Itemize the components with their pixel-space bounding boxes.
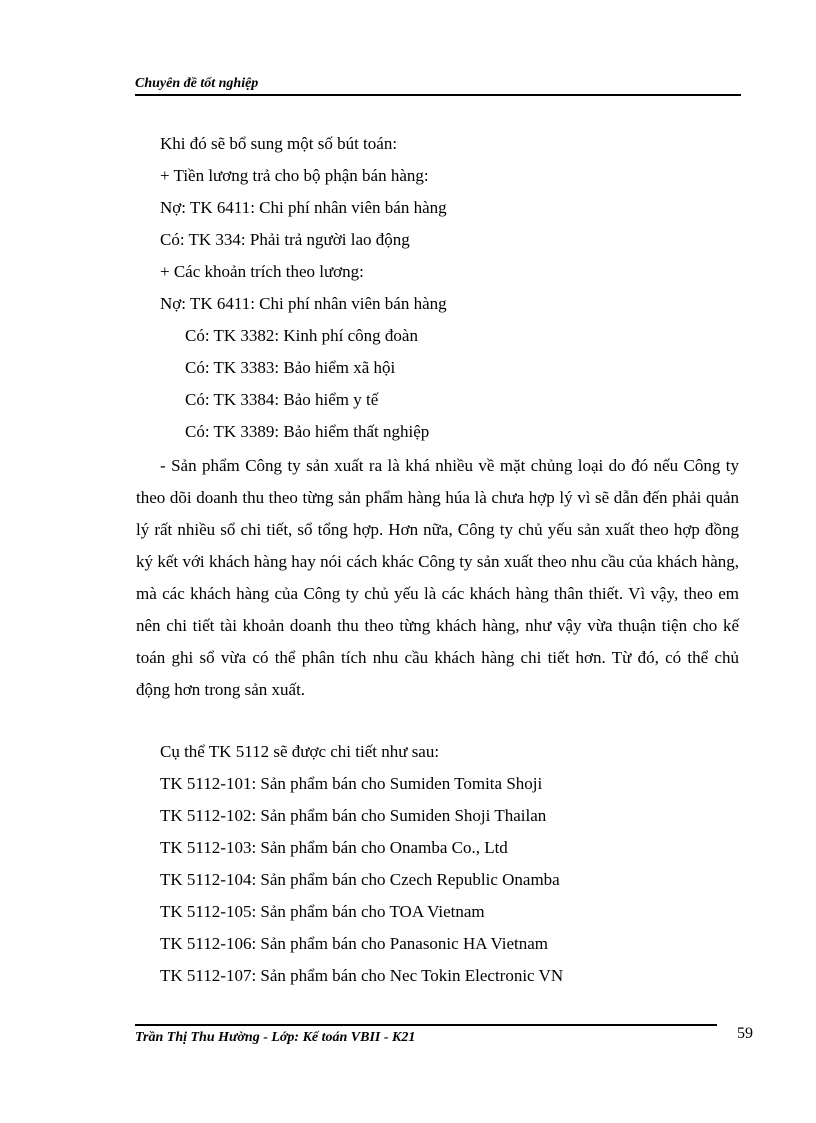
- account-line: TK 5112-104: Sản phẩm bán cho Czech Republic Onamba: [160, 870, 560, 889]
- text-line: Nợ: TK 6411: Chi phí nhân viên bán hàng: [160, 198, 447, 217]
- account-line: TK 5112-107: Sản phẩm bán cho Nec Tokin Electronic VN: [160, 966, 564, 985]
- text-line: + Các khoản trích theo lương:: [160, 262, 364, 281]
- text-line: + Tiền lương trả cho bộ phận bán hàng:: [160, 166, 429, 185]
- text-line: Nợ: TK 6411: Chi phí nhân viên bán hàng: [160, 294, 447, 313]
- text-line: Có: TK 3389: Bảo hiểm thất nghiệp: [185, 422, 430, 441]
- text-line: Có: TK 3384: Bảo hiểm y tế: [185, 390, 379, 409]
- body-paragraph: - Sản phẩm Công ty sản xuất ra là khá nhiều về mặt chủng loại do đó nếu Công ty theo dõi doanh thu theo từng sản phẩm hàng húa là chưa hợp lý vì sẽ dẫn đến phải quản lý rất nhiều sổ chi tiết, sổ tổng hợp. Hơn nữa, Công ty chủ yếu sản xuất theo hợp đồng ký kết với khách hàng hay nói cách khác Công ty sản xuất theo nhu cầu của khách hàng, mà các khách hàng của Công ty chủ yếu là các khách hàng thân thiết. Vì vậy, theo em nên chi tiết tài khoản doanh thu theo từng khách hàng, như vậy vừa thuận tiện cho kế toán ghi sổ vừa có thể phân tích nhu cầu khách hàng chi tiết hơn. Từ đó, có thể chủ động hơn trong sản xuất.: [136, 456, 739, 699]
- text-line: Khi đó sẽ bổ sung một số bút toán:: [160, 134, 398, 153]
- account-line: TK 5112-105: Sản phẩm bán cho TOA Vietnam: [160, 902, 485, 921]
- text-line: Cụ thể TK 5112 sẽ được chi tiết như sau:: [160, 742, 440, 761]
- account-line: TK 5112-106: Sản phẩm bán cho Panasonic HA Vietnam: [160, 934, 549, 953]
- text-line: Có: TK 3382: Kinh phí công đoàn: [185, 326, 418, 345]
- account-line: TK 5112-101: Sản phẩm bán cho Sumiden Tomita Shoji: [160, 774, 543, 793]
- footer-author: Trần Thị Thu Hường - Lớp: Kế toán VBII - K21: [135, 1030, 416, 1045]
- footer-divider: [135, 1024, 717, 1026]
- account-line: TK 5112-103: Sản phẩm bán cho Onamba Co., Ltd: [160, 838, 508, 857]
- account-line: TK 5112-102: Sản phẩm bán cho Sumiden Shoji Thailan: [160, 806, 547, 825]
- text-line: Có: TK 3383: Bảo hiểm xã hội: [185, 358, 396, 377]
- running-header: Chuyên đề tốt nghiệp: [135, 76, 741, 96]
- page-number: 59: [737, 1025, 753, 1042]
- text-line: Có: TK 334: Phải trả người lao động: [160, 230, 410, 249]
